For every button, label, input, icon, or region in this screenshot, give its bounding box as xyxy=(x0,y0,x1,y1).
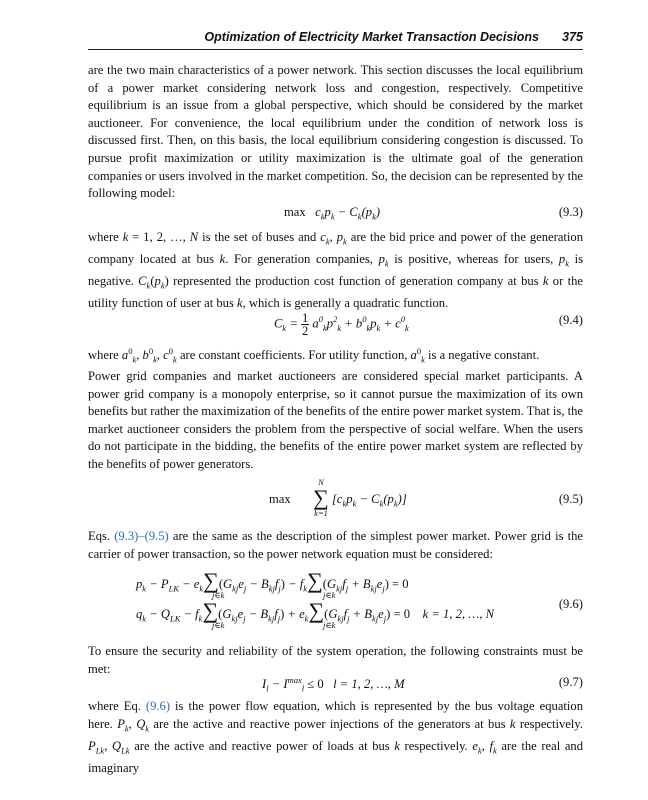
paragraph-1: are the two main characteristics of a power network. This section discusses the local equilibrium of a power market considering network loss and congestion, respectively. Competitive equilibrium is an issue from a global perspective, which should be considered by the market auctioneer. For convenience, the local equilibrium under the condition of network loss is discussed first. Then, on this basis, the local equilibrium considering congestion is discussed. To pursue profit maximization or utility maximization is the ultimate goal of the generation companies or users involved in the market competition. So, the decision can be represented by the following model: xyxy=(88,63,583,201)
equation-9-6: $p_k - P_{LK} - e_k\sum(G_{kj}e_j - B_{kj}f_j) - f_k\sum(G_{kj}f_j + B_{kj}e_j) = 0$ j∈k j∈k $q_k - Q_{LK} - f_k\sum(G_{kj}e_j - B_{kj}f_j) + e_k\sum(G_{kj}f_j + B_{kj}e_j) = 0$ k = 1, 2, …, N j∈k j∈k (9.6) xyxy=(136,568,583,630)
paragraph-7: where Eq. (9.6) is the power flow equation, which is represented by the bus voltage equation here. $P_k$, $Q_k$ are the active and reactive power injections of the generators at bus k respectively. $P_{Lk}$, $Q_{Lk}$ are the active and reactive power of loads at bus k respectively. $e_k$, $f_k$ are the real and imaginary xyxy=(88,699,584,775)
summation-symbol: ∑ xyxy=(313,485,329,510)
header-rule xyxy=(88,49,583,50)
equation-number: (9.3) xyxy=(558,205,583,219)
index-range: k = 1, 2, …, N xyxy=(422,607,495,621)
equation-number: (9.4) xyxy=(558,313,583,327)
paragraph-2: where k = 1, 2, …, N is the set of buses and $c_k$, $p_k$ are the bid price and power of the generation company located at bus k. For generation companies, $p_k$ is positive, whereas for users, $p_k$ is negative. $C_k(p_k)$ represented the production cost function of generation company at bus k or the utility function of user at bus k, which is generally a quadratic function. xyxy=(88,230,584,311)
equation-reference-link[interactable]: (9.6) xyxy=(145,699,171,713)
paragraph-3: where $a^0_k$, $b^0_k$, $c^0_k$ are constant coefficients. For utility function, $a^0_k$ is a negative constant. xyxy=(88,346,540,365)
equation-number: (9.5) xyxy=(558,492,583,506)
sum-upper-limit: N xyxy=(318,477,324,487)
equation-number: (9.6) xyxy=(558,597,583,611)
equation-reference-link[interactable]: (9.3)–(9.5) xyxy=(114,529,169,543)
equation-9-6-line-2: $q_k - Q_{LK} - f_k\sum(G_{kj}e_j - B_{kj}f_j) + e_k\sum(G_{kj}f_j + B_{kj}e_j) = 0$ k = 1, 2, …, N xyxy=(136,598,495,624)
equation-9-7: $I_l - I^{max}_l \le 0$ l = 1, 2, …, M (9.7) xyxy=(262,675,583,694)
equation-9-4: $C_k$ = $\frac{1}{2}$ $a^0_kp^2_k + b^0_kp_k + c^0_k$ (9.4) xyxy=(274,311,583,338)
paragraph-5: Eqs. (9.3)–(9.5) are the same as the description of the simplest power market. Power grid is the carrier of power transaction, so the power network equation must be considered: xyxy=(88,529,584,561)
max-operator: max xyxy=(284,205,306,219)
running-title: Optimization of Electricity Market Transaction Decisions xyxy=(204,30,539,44)
sum-lower-limit: k=1 xyxy=(314,508,328,518)
equation-9-3: $\max c_kp_k - C_k(p_k)$ (9.3) xyxy=(284,205,583,222)
paragraph-4: Power grid companies and market auctioneers are considered special market participants. A power grid company is a monopoly enterprise, so it cannot pursue the maximization of its own benefits but rather the maximization of the benefits of the entire power market system. That is, the market auctioneer considers the problem from the perspective of social welfare. When the users do not participate in the bidding, the benefits of the entire power market system are reflected by the benefits of power generators. xyxy=(88,369,583,471)
paragraph-6: To ensure the security and reliability of the system operation, the following constraints must be met: xyxy=(88,644,583,676)
equation-9-5: max N ∑ k=1 $[c_kp_k - C_k(p_k)]$ (9.5) xyxy=(269,477,583,518)
page-number: 375 xyxy=(562,30,583,44)
equation-number: (9.7) xyxy=(558,675,583,689)
index-range: l = 1, 2, …, M xyxy=(333,677,405,692)
max-operator: max xyxy=(269,492,291,506)
running-header xyxy=(88,30,583,48)
equation-9-6-line-1: $p_k - P_{LK} - e_k\sum(G_{kj}e_j - B_{kj}f_j) - f_k\sum(G_{kj}f_j + B_{kj}e_j) = 0$ xyxy=(136,568,409,594)
